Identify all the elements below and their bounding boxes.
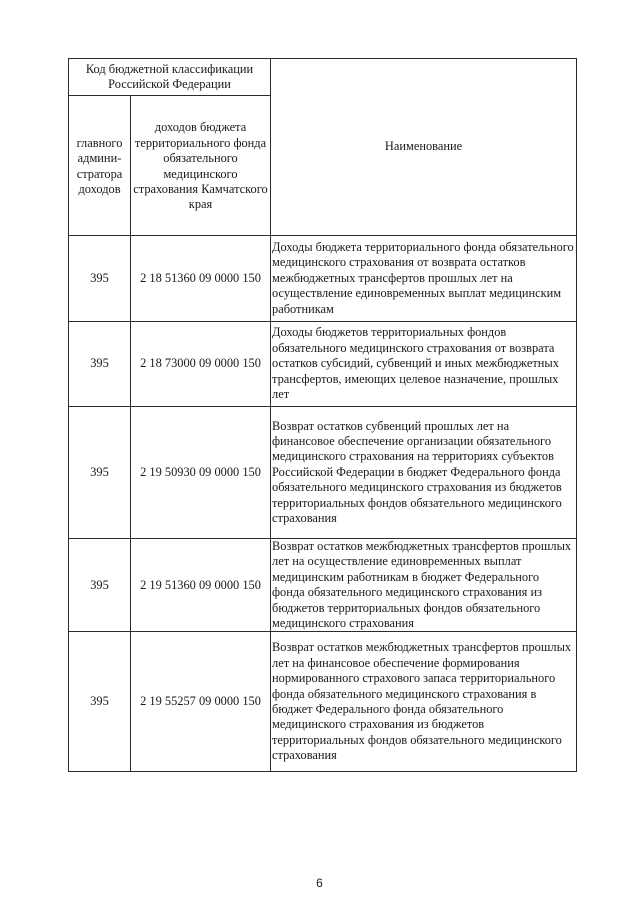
row-income-code: 2 18 51360 09 0000 150 xyxy=(131,236,271,322)
header-fund-income: доходов бюджета территориального фонда обязательного медицинского страхования Камчатского края xyxy=(131,96,271,236)
row-income-code: 2 18 73000 09 0000 150 xyxy=(131,322,271,407)
table-row xyxy=(69,322,577,407)
row-income-code: 2 19 50930 09 0000 150 xyxy=(131,407,271,539)
table-row xyxy=(69,407,577,539)
row-admin-code: 395 xyxy=(69,322,131,407)
budget-classification-document xyxy=(68,58,576,772)
table-row xyxy=(69,539,577,632)
row-admin-code: 395 xyxy=(69,539,131,632)
row-name: Доходы бюджета территориального фонда обязательного медицинского страхования от возврата остатков межбюджетных трансфертов прошлых лет на осуществление единовременных выплат медицинским работникам xyxy=(271,236,577,322)
header-chief-administrator: главного админи-стратора доходов xyxy=(69,96,131,236)
page-number: 6 xyxy=(316,876,323,890)
row-name: Возврат остатков межбюджетных трансфертов прошлых лет на финансовое обеспечение формирования нормированного страхового запаса территориального фонда обязательного медицинского страхования в бюджет Федерального фонда обязательного медицинского страхования из бюджетов территориальных фондов обязательного медицинского страхования xyxy=(271,632,577,772)
row-name: Возврат остатков субвенций прошлых лет на финансовое обеспечение организации обязательного медицинского страхования на территориях субъектов Российской Федерации в бюджет Федерального фонда обязательного медицинского страхования из бюджетов территориальных фондов обязательного медицинского страхования xyxy=(271,407,577,539)
row-admin-code: 395 xyxy=(69,632,131,772)
row-name: Доходы бюджетов территориальных фондов обязательного медицинского страхования от возврата остатков субсидий, субвенций и иных межбюджетных трансфертов, имеющих целевое назначение, прошлых лет xyxy=(271,322,577,407)
row-admin-code: 395 xyxy=(69,407,131,539)
table-row xyxy=(69,632,577,772)
table-header-row-group xyxy=(69,59,577,96)
budget-classification-table xyxy=(68,58,577,772)
row-admin-code: 395 xyxy=(69,236,131,322)
row-name: Возврат остатков межбюджетных трансфертов прошлых лет на осуществление единовременных выплат медицинским работникам в бюджет Федерального фонда обязательного медицинского страхования из бюджетов территориальных фондов обязательного медицинского страхования xyxy=(271,539,577,632)
row-income-code: 2 19 51360 09 0000 150 xyxy=(131,539,271,632)
row-income-code: 2 19 55257 09 0000 150 xyxy=(131,632,271,772)
table-row xyxy=(69,236,577,322)
header-budget-classification-code: Код бюджетной классификации Российской Федерации xyxy=(69,59,271,96)
header-name: Наименование xyxy=(271,59,577,236)
